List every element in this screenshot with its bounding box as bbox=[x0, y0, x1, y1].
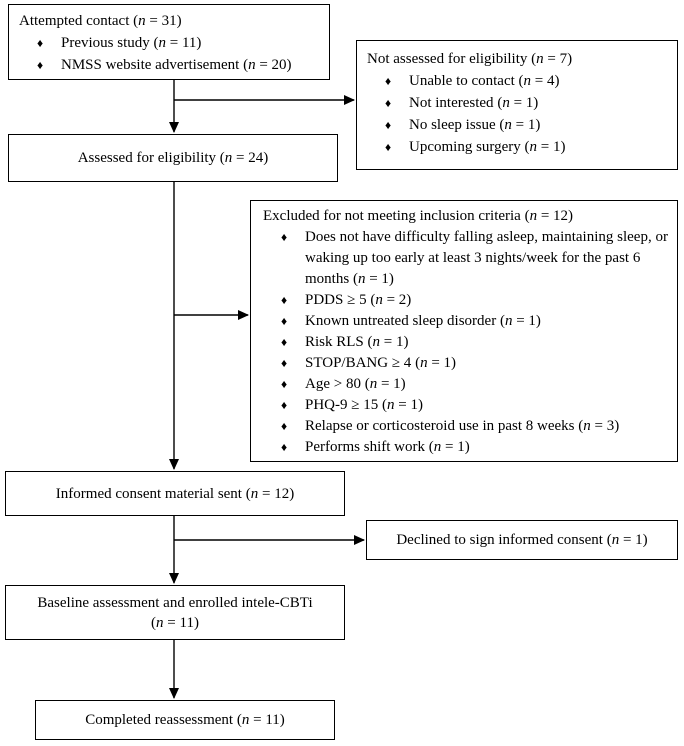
list-item bbox=[263, 395, 669, 416]
list-item bbox=[367, 70, 669, 92]
box-title: Declined to sign informed consent (n = 1) bbox=[396, 532, 648, 548]
list-item-text: PHQ-9 ≥ 15 (n = 1) bbox=[305, 397, 423, 413]
box-title: Attempted contact (n = 31) bbox=[19, 13, 182, 29]
list-item-text: Not interested (n = 1) bbox=[409, 95, 539, 111]
box-title: Baseline assessment and enrolled intele-CBTi bbox=[37, 594, 313, 611]
list-item bbox=[19, 54, 321, 76]
list-item bbox=[263, 332, 669, 353]
list-item-text: Relapse or corticosteroid use in past 8 weeks (n = 3) bbox=[305, 418, 620, 434]
box-title: Excluded for not meeting inclusion criteria (n = 12) bbox=[263, 208, 574, 224]
list-item bbox=[367, 136, 669, 158]
list-item-text: NMSS website advertisement (n = 20) bbox=[61, 57, 292, 73]
list-item bbox=[263, 416, 669, 437]
box-excluded bbox=[250, 200, 678, 462]
diamond-bullet-icon: ♦ bbox=[281, 377, 288, 391]
diamond-bullet-icon: ♦ bbox=[281, 335, 288, 349]
diamond-bullet-icon: ♦ bbox=[385, 74, 392, 88]
list-item-text: No sleep issue (n = 1) bbox=[409, 117, 541, 133]
list-item bbox=[367, 114, 669, 136]
list-item bbox=[19, 32, 321, 54]
box-assessed-eligibility bbox=[8, 134, 338, 182]
list-item-text: Age > 80 (n = 1) bbox=[305, 376, 406, 392]
diamond-bullet-icon: ♦ bbox=[281, 314, 288, 328]
list-item bbox=[263, 353, 669, 374]
box-attempted-contact bbox=[8, 4, 330, 80]
box-completed-reassessment bbox=[35, 700, 335, 740]
diamond-bullet-icon: ♦ bbox=[37, 58, 44, 72]
list-item-text: PDDS ≥ 5 (n = 2) bbox=[305, 292, 412, 308]
list-item-text: Unable to contact (n = 4) bbox=[409, 73, 560, 89]
box-title-n: (n = 11) bbox=[151, 614, 199, 631]
box-declined-consent bbox=[366, 520, 678, 560]
box-title: Assessed for eligibility (n = 24) bbox=[77, 150, 269, 166]
list-item-text: Upcoming surgery (n = 1) bbox=[409, 139, 566, 155]
list-item bbox=[263, 290, 669, 311]
diamond-bullet-icon: ♦ bbox=[385, 140, 392, 154]
list-item-text: Does not have difficulty falling asleep, maintaining sleep, or waking up too early at least 3 nights/week for the past 6 months (n = 1) bbox=[305, 229, 668, 287]
box-title: Completed reassessment (n = 11) bbox=[85, 712, 285, 728]
diamond-bullet-icon: ♦ bbox=[281, 440, 288, 454]
list-item bbox=[263, 311, 669, 332]
diamond-bullet-icon: ♦ bbox=[37, 36, 44, 50]
diamond-bullet-icon: ♦ bbox=[281, 356, 288, 370]
diamond-bullet-icon: ♦ bbox=[281, 398, 288, 412]
list-item-text: Performs shift work (n = 1) bbox=[305, 439, 470, 455]
box-not-assessed bbox=[356, 40, 678, 170]
list-item bbox=[263, 437, 669, 458]
list-item-text: Known untreated sleep disorder (n = 1) bbox=[305, 313, 541, 329]
box-consent-sent bbox=[5, 471, 345, 516]
box-title: Not assessed for eligibility (n = 7) bbox=[367, 51, 573, 67]
diamond-bullet-icon: ♦ bbox=[385, 96, 392, 110]
list-item-text: Previous study (n = 11) bbox=[61, 35, 202, 51]
box-baseline-enrolled bbox=[5, 585, 345, 640]
list-item bbox=[367, 92, 669, 114]
box-title: Informed consent material sent (n = 12) bbox=[55, 485, 295, 502]
list-item-text: Risk RLS (n = 1) bbox=[305, 334, 409, 350]
diamond-bullet-icon: ♦ bbox=[281, 419, 288, 433]
list-item bbox=[263, 227, 669, 290]
diamond-bullet-icon: ♦ bbox=[385, 118, 392, 132]
diamond-bullet-icon: ♦ bbox=[281, 293, 288, 307]
list-item-text: STOP/BANG ≥ 4 (n = 1) bbox=[305, 355, 457, 371]
list-item bbox=[263, 374, 669, 395]
diamond-bullet-icon: ♦ bbox=[281, 230, 288, 244]
